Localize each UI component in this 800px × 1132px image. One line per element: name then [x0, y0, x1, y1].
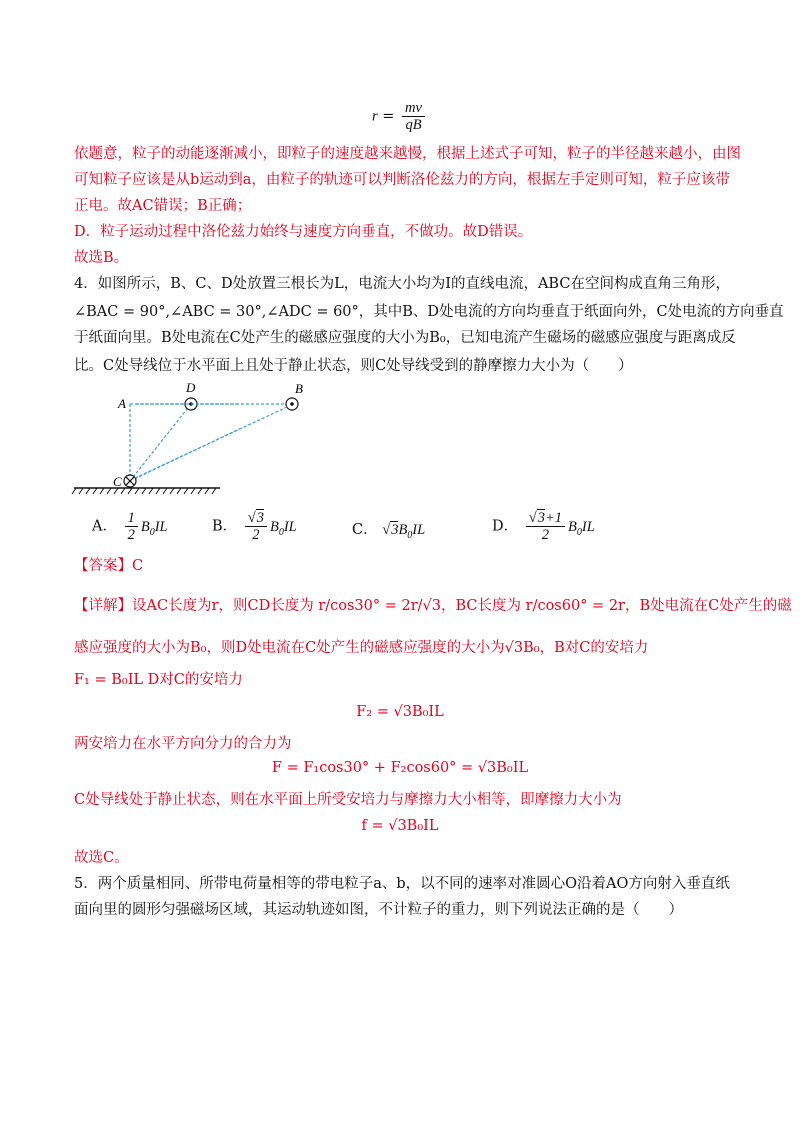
para1-line-1: 依题意，粒子的动能逐渐减小，即粒子的速度越来越慢，根据上述式子可知，粒子的半径越来越小，由图 — [74, 146, 741, 162]
detail-line-1: 【详解】设AC长度为r，则CD长度为 r/cos30° = 2r/√3，BC长度为 r/cos60° = 2r，B处电流在C处产生的磁 — [74, 598, 792, 614]
q4-line-2: ∠BAC = 90°,∠ABC = 30°,∠ADC = 60°，其中B、D处电流的方向均垂直于纸面向外，C处电流的方向垂直 — [74, 304, 784, 320]
label-c: C — [113, 474, 122, 489]
label-b: B — [295, 381, 303, 396]
q4-line-3: 于纸面向里。B处电流在C处产生的磁感应强度的大小为B₀，已知电流产生磁场的磁感应强度与距离成反 — [74, 330, 736, 346]
label-a: A — [118, 396, 126, 411]
detail-line-2: 感应强度的大小为B₀，则D处电流在C处产生的磁感应强度的大小为√3B₀，B对C的安培力 — [74, 640, 649, 656]
choice-a: A． $\frac{1}{2}$ $B_0IL$ — [92, 510, 168, 543]
diagram-lines-b — [60, 380, 300, 500]
q4-line-4: 比。C处导线位于水平面上且处于静止状态，则C处导线受到的静摩擦力大小为（ ） — [74, 358, 633, 374]
detail-line-7: C处导线处于静止状态，则在水平面上所受安培力与摩擦力大小相等，即摩擦力大小为 — [74, 792, 622, 808]
q5-line-2: 面向里的圆形匀强磁场区域，其运动轨迹如图，不计粒子的重力，则下列说法正确的是（ ） — [74, 902, 683, 918]
label-d: D — [186, 380, 196, 395]
answer: 【答案】C — [74, 558, 144, 574]
para1-line-5: 故选B。 — [74, 250, 129, 266]
detail-f-sum: F = F₁cos30° + F₂cos60° = √3B₀IL — [271, 760, 529, 776]
q4-line-1: 4．如图所示，B、C、D处放置三根长为L，电流大小均为I的直线电流，ABC在空间构成直角三角形， — [74, 276, 730, 292]
detail-line-3: F₁ = B₀IL D对C的安培力 — [74, 672, 243, 688]
para1-line-2: 可知粒子应该是从b运动到a，由粒子的轨迹可以判断洛伦兹力的方向，根据左手定则可知，粒子应该带 — [74, 172, 730, 188]
detail-f-friction: f = √3B₀IL — [361, 818, 439, 834]
choice-c: C． $√3B_0IL$ — [352, 522, 426, 541]
para1-line-4: D．粒子运动过程中洛伦兹力始终与速度方向垂直，不做功。故D错误。 — [74, 224, 533, 240]
detail-line-9: 故选C。 — [74, 850, 129, 866]
choice-b: B． $\frac{√3}{2}$ $B_0IL$ — [212, 510, 297, 543]
detail-line-5: 两安培力在水平方向分力的合力为 — [74, 736, 292, 752]
para1-line-3: 正电。故AC错误；B正确； — [74, 198, 252, 214]
q5-line-1: 5．两个质量相同、所带电荷量相等的带电粒子a、b，以不同的速率对准圆心O沿着AO方向射入垂直纸 — [74, 876, 730, 892]
formula-r: r = $\frac{mv}{qB}$ — [0, 100, 800, 133]
choices — [92, 510, 732, 550]
detail-f2: F₂ = √3B₀IL — [356, 704, 444, 720]
choice-d: D． $\frac{√3+1}{2}$ $B_0IL$ — [492, 510, 595, 543]
